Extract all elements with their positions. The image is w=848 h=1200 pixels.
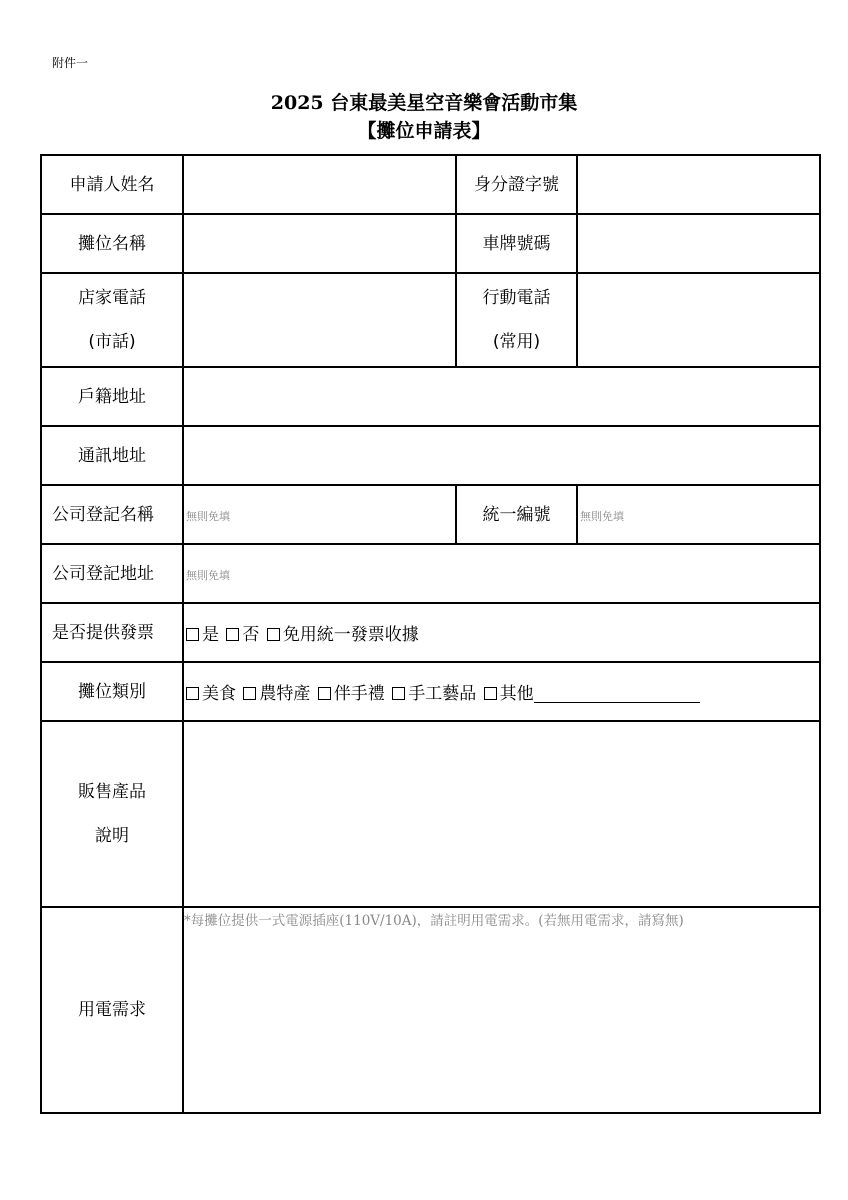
store-phone-label-line2: (市話) [88, 332, 136, 352]
invoice-yes-checkbox[interactable] [186, 628, 199, 641]
category-food-checkbox[interactable] [186, 687, 199, 700]
registered-address-field[interactable] [183, 367, 820, 426]
category-craft-checkbox[interactable] [392, 687, 405, 700]
applicant-name-field[interactable] [183, 155, 456, 214]
invoice-options [183, 603, 820, 662]
tax-id-hint: 無則免填 [580, 509, 624, 523]
category-agri-label: 農特產 [259, 684, 311, 704]
row-registered-address [41, 367, 820, 426]
store-phone-label-line1: 店家電話 [78, 288, 146, 308]
mobile-label-line1: 行動電話 [482, 288, 551, 308]
product-desc-label-line2: 說明 [95, 826, 129, 846]
mailing-address-label: 通訊地址 [41, 426, 183, 485]
category-craft-label: 手工藝品 [408, 684, 477, 704]
invoice-exempt-checkbox[interactable] [267, 628, 280, 641]
row-applicant [41, 155, 820, 214]
mailing-address-field[interactable] [183, 426, 820, 485]
row-product-desc [41, 721, 820, 907]
invoice-exempt-label: 免用統一發票收據 [282, 625, 419, 645]
category-agri-checkbox[interactable] [243, 687, 256, 700]
form-subtitle: 【攤位申請表】 [357, 120, 491, 142]
company-name-label: 公司登記名稱 [41, 485, 183, 544]
company-address-label: 公司登記地址 [41, 544, 183, 603]
power-label: 用電需求 [41, 907, 183, 1113]
applicant-name-label: 申請人姓名 [41, 155, 183, 214]
category-food-label: 美食 [202, 684, 236, 704]
tax-id-field[interactable] [577, 485, 820, 544]
booth-name-field[interactable] [183, 214, 456, 273]
row-mailing-address [41, 426, 820, 485]
product-desc-label-line1: 販售產品 [78, 782, 146, 802]
row-invoice [41, 603, 820, 662]
invoice-no-label: 否 [242, 625, 260, 645]
category-other-blank[interactable] [534, 684, 700, 703]
store-phone-field[interactable] [183, 273, 456, 367]
invoice-no-checkbox[interactable] [226, 628, 239, 641]
form-title: 2025 台東最美星空音樂會活動市集 [270, 92, 578, 114]
power-field[interactable] [183, 907, 820, 1113]
booth-category-label: 攤位類別 [41, 662, 183, 721]
plate-number-field[interactable] [577, 214, 820, 273]
row-company [41, 485, 820, 544]
row-company-address [41, 544, 820, 603]
row-category [41, 662, 820, 721]
row-phones [41, 273, 820, 367]
attachment-label: 附件一 [52, 56, 89, 70]
registered-address-label: 戶籍地址 [41, 367, 183, 426]
company-name-hint: 無則免填 [186, 509, 230, 523]
mobile-field[interactable] [577, 273, 820, 367]
application-form-table [40, 154, 821, 1114]
category-gift-label: 伴手禮 [333, 684, 385, 704]
product-desc-label [41, 721, 183, 907]
power-hint: *每攤位提供一式電源插座(110V/10A)，請註明用電需求。(若無用電需求，請寫無) [184, 913, 684, 929]
tax-id-label: 統一編號 [456, 485, 577, 544]
row-booth [41, 214, 820, 273]
company-address-field[interactable] [183, 544, 820, 603]
company-address-hint: 無則免填 [186, 568, 230, 582]
category-gift-checkbox[interactable] [318, 687, 331, 700]
booth-name-label: 攤位名稱 [41, 214, 183, 273]
row-power [41, 907, 820, 1113]
category-options [183, 662, 820, 721]
plate-number-label: 車牌號碼 [456, 214, 577, 273]
category-other-checkbox[interactable] [484, 687, 497, 700]
id-number-field[interactable] [577, 155, 820, 214]
product-desc-field[interactable] [183, 721, 820, 907]
id-number-label: 身分證字號 [456, 155, 577, 214]
store-phone-label [41, 273, 183, 367]
mobile-label [456, 273, 577, 367]
invoice-label: 是否提供發票 [41, 603, 183, 662]
category-other-label: 其他 [499, 684, 534, 704]
invoice-yes-label: 是 [202, 625, 219, 645]
company-name-field[interactable] [183, 485, 456, 544]
mobile-label-line2: (常用) [492, 332, 541, 352]
